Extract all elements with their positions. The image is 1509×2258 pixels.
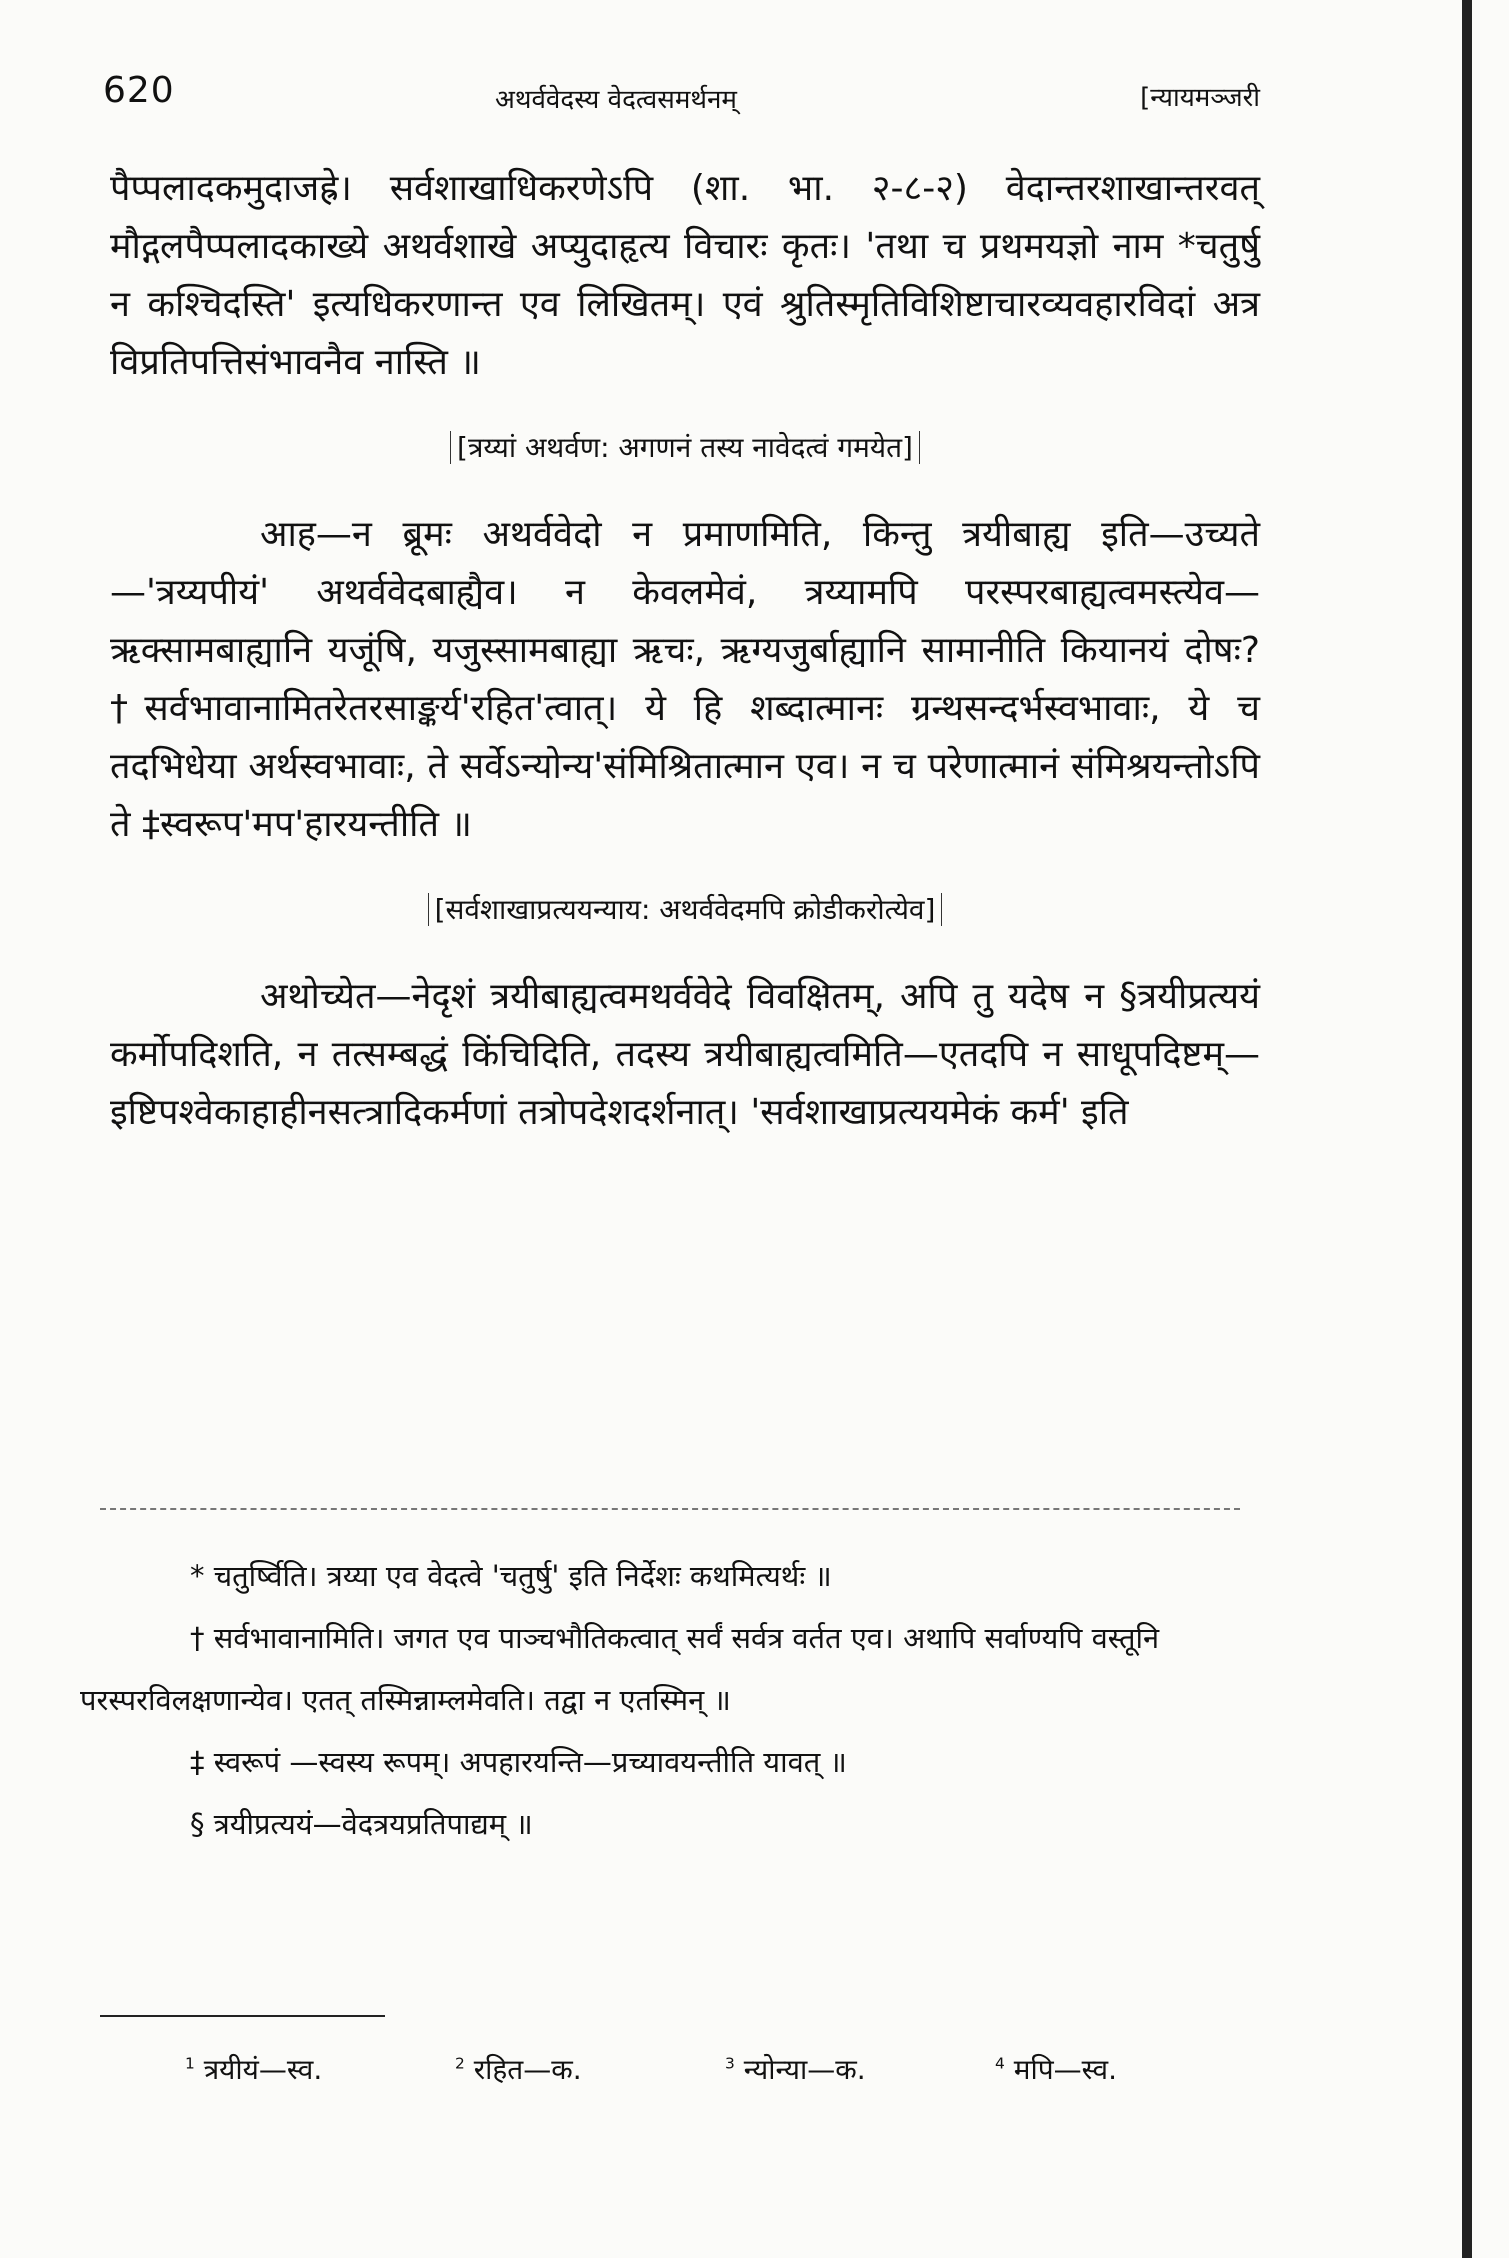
footnote-star: * चतुर्ष्विति। त्रय्या एव वेदत्वे 'चतुर्षु' इति निर्देशः कथमित्यर्थः ॥ xyxy=(190,1559,832,1593)
variant-readings xyxy=(185,2050,1235,2088)
variant-readings-rule xyxy=(100,2015,385,2017)
footnote-dagger: † सर्वभावानामिति। जगत एव पाञ्चभौतिकत्वात् सर्वं सर्वत्र वर्तत एव। अथापि सर्वाण्यपि वस्तूनि परस्परविलक्षणान्येव। एतत् तस्मिन्नाम्लमेवति। तद्वा न एतस्मिन् ॥ xyxy=(80,1621,1160,1717)
variant-reading-1: $^1$ त्रयीयं—स्व. xyxy=(185,2053,323,2086)
page-number: 620 xyxy=(103,70,175,111)
footnote-double-dagger: ‡ स्वरूपं —स्वस्य रूपम्। अपहारयन्ति—प्रच्यावयन्तीति यावत् ॥ xyxy=(190,1745,847,1779)
text-footnote-separator xyxy=(100,1508,1240,1510)
footnotes xyxy=(80,1545,1240,1855)
page-edge-rule xyxy=(1462,0,1472,2258)
paragraph-2: आह—न ब्रूमः अथर्ववेदो न प्रमाणमिति, किन्तु त्रयीबाह्य इति—उच्यते—'त्रय्यपीयं' अथर्ववेदबाह्यैव। न केवलमेवं, त्रय्यामपि परस्परबाह्यत्वमस्त्येव—ऋक्सामबाह्यानि यजूंषि, यजुस्सामबाह्या ऋचः, ऋग्यजुर्बाह्यानि सामानीति कियानयं दोषः? †सर्वभावानामितरेतरसाङ्कर्य'रहित'त्वात्। ये हि शब्दात्मानः ग्रन्थसन्दर्भस्वभावाः, ये च तदभिधेया अर्थस्वभावाः, ते सर्वेऽन्योन्य'संमिश्रितात्मान एव। न च परेणात्मानं संमिश्रयन्तोऽपि ते ‡स्वरूप'मप'हारयन्तीति ॥ xyxy=(110,514,1260,845)
paragraph-1: पैप्पलादकमुदाजह्रे। सर्वशाखाधिकरणेऽपि (शा. भा. २-८-२) वेदान्तरशाखान्तरवत् मौद्गलपैप्पलादकाख्ये अथर्वशाखे अप्युदाहृत्य विचारः कृतः। 'तथा च प्रथमयज्ञो नाम *चतुर्षु न कश्चिदस्ति' इत्यधिकरणान्त एव लिखितम्। एवं श्रुतिस्मृतिविशिष्टाचारव्यवहारविदां अत्र विप्रतिपत्तिसंभावनैव नास्ति ॥ xyxy=(110,168,1260,383)
running-title: अथर्ववेदस्य वेदत्वसमर्थनम् xyxy=(495,85,737,115)
variant-reading-3: $^3$ न्योन्या—क. xyxy=(725,2053,866,2086)
section-heading-2: [सर्वशाखाप्रत्ययन्याय: अथर्ववेदमपि क्रोडीकरोत्येव] xyxy=(110,890,1260,930)
footnote-section: § त्रयीप्रत्ययं—वेदत्रयप्रतिपाद्यम् ॥ xyxy=(190,1807,533,1841)
section-heading-1: [त्रय्यां अथर्वण: अगणनं तस्य नावेदत्वं गमयेत] xyxy=(110,428,1260,468)
section-name: [न्यायमञ्जरी xyxy=(1140,83,1260,113)
main-text xyxy=(110,160,1260,1142)
page-header xyxy=(95,70,1260,120)
paragraph-3: अथोच्येत—नेदृशं त्रयीबाह्यत्वमथर्ववेदे विवक्षितम्, अपि तु यदेष न §त्रयीप्रत्ययं कर्मोपदिशति, न तत्सम्बद्धं किंचिदिति, तदस्य त्रयीबाह्यत्वमिति—एतदपि न साधूपदिष्टम्—इष्टिपश्वेकाहाहीनसत्त्रादिकर्मणां तत्रोपदेशदर्शनात्। 'सर्वशाखाप्रत्ययमेकं कर्म' इति xyxy=(110,976,1260,1133)
variant-reading-2: $^2$ रहित—क. xyxy=(455,2053,582,2086)
variant-reading-4: $^4$ मपि—स्व. xyxy=(995,2053,1117,2086)
